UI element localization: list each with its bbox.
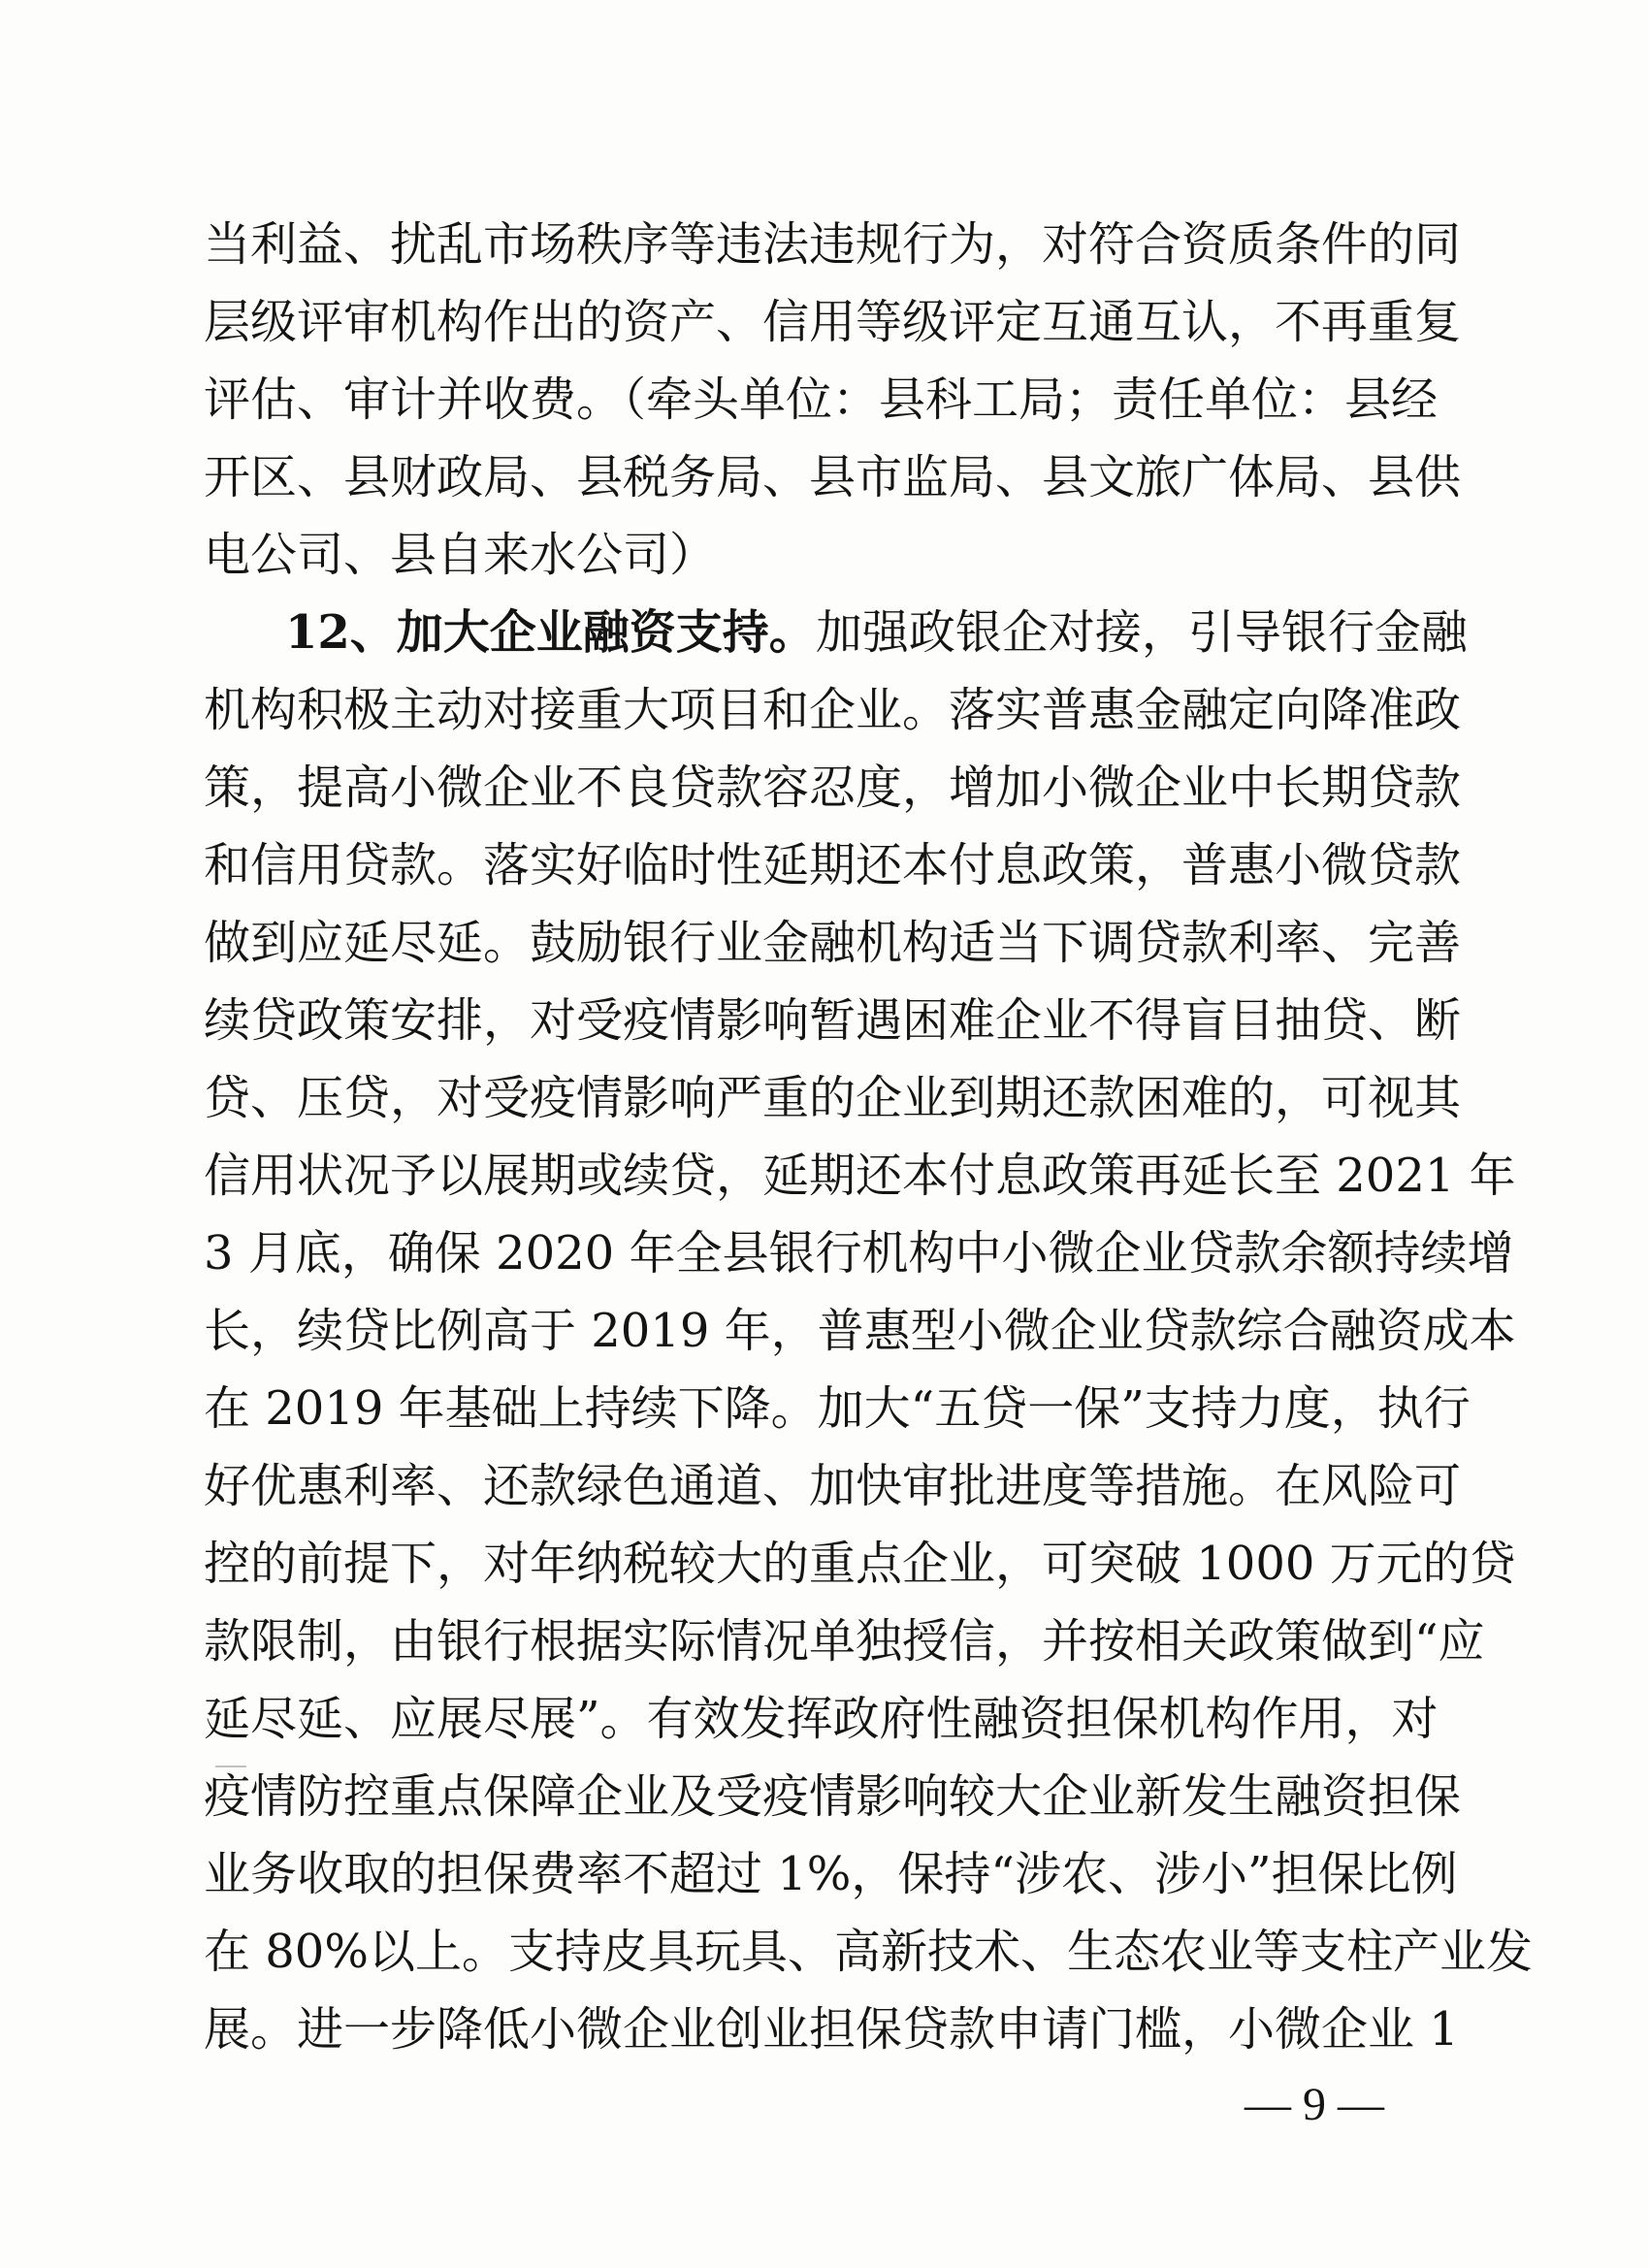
paragraph-line: 业务收取的担保费率不超过 1%，保持“涉农、涉小”担保比例 — [204, 1847, 1458, 1901]
paragraph-line: 控的前提下，对年纳税较大的重点企业，可突破 1000 万元的贷 — [204, 1537, 1516, 1591]
paragraph-line: 和信用贷款。落实好临时性延期还本付息政策，普惠小微贷款 — [204, 838, 1462, 892]
body-text — [204, 206, 1533, 2068]
section-12-first-line — [204, 594, 1468, 671]
paragraph-line: 策，提高小微企业不良贷款容忍度，增加小微企业中长期贷款 — [204, 761, 1462, 815]
scan-mark — [215, 1766, 246, 1767]
paragraph-line: 续贷政策安排，对受疫情影响暂遇困难企业不得盲目抽贷、断 — [204, 993, 1462, 1048]
paragraph-line: 好优惠利率、还款绿色通道、加快审批进度等措施。在风险可 — [204, 1459, 1462, 1513]
paragraph-line: 3 月底，确保 2020 年全县银行机构中小微企业贷款余额持续增 — [204, 1226, 1514, 1280]
paragraph-line: 开区、县财政局、县税务局、县市监局、县文旅广体局、县供 — [204, 450, 1462, 504]
paragraph-line: 长，续贷比例高于 2019 年，普惠型小微企业贷款综合融资成本 — [204, 1304, 1516, 1358]
paragraph-line: 疫情防控重点保障企业及受疫情影响较大企业新发生融资担保 — [204, 1769, 1462, 1824]
page-number: — 9 — — [1245, 2079, 1384, 2130]
paragraph-line: 评估、审计并收费。（牵头单位：县科工局；责任单位：县经 — [204, 373, 1439, 427]
section-12-heading: 12、加大企业融资支持。 — [285, 605, 816, 660]
paragraph-line: 在 2019 年基础上持续下降。加大“五贷一保”支持力度，执行 — [204, 1381, 1471, 1436]
paragraph-line: 层级评审机构作出的资产、信用等级评定互通互认，不再重复 — [204, 295, 1462, 349]
paragraph-line: 信用状况予以展期或续贷，延期还本付息政策再延长至 2021 年 — [204, 1149, 1516, 1203]
paragraph-line: 电公司、县自来水公司） — [204, 528, 717, 582]
paragraph-line: 机构积极主动对接重大项目和企业。落实普惠金融定向降准政 — [204, 683, 1462, 737]
paragraph-line: 当利益、扰乱市场秩序等违法违规行为，对符合资质条件的同 — [204, 217, 1462, 272]
paragraph-line: 延尽延、应展尽展”。有效发挥政府性融资担保机构作用，对 — [204, 1692, 1439, 1746]
paragraph-line: 贷、压贷，对受疫情影响严重的企业到期还款困难的，可视其 — [204, 1071, 1462, 1125]
paragraph-line: 在 80%以上。支持皮具玩具、高新技术、生态农业等支柱产业发 — [204, 1925, 1533, 1979]
paragraph-line: 款限制，由银行根据实际情况单独授信，并按相关政策做到“应 — [204, 1614, 1485, 1669]
paragraph-line: 做到应延尽延。鼓励银行业金融机构适当下调贷款利率、完善 — [204, 916, 1462, 970]
section-12-first-line-text: 加强政银企对接，引导银行金融 — [815, 605, 1468, 660]
paragraph-line: 展。进一步降低小微企业创业担保贷款申请门槛，小微企业 1 — [204, 2002, 1459, 2057]
